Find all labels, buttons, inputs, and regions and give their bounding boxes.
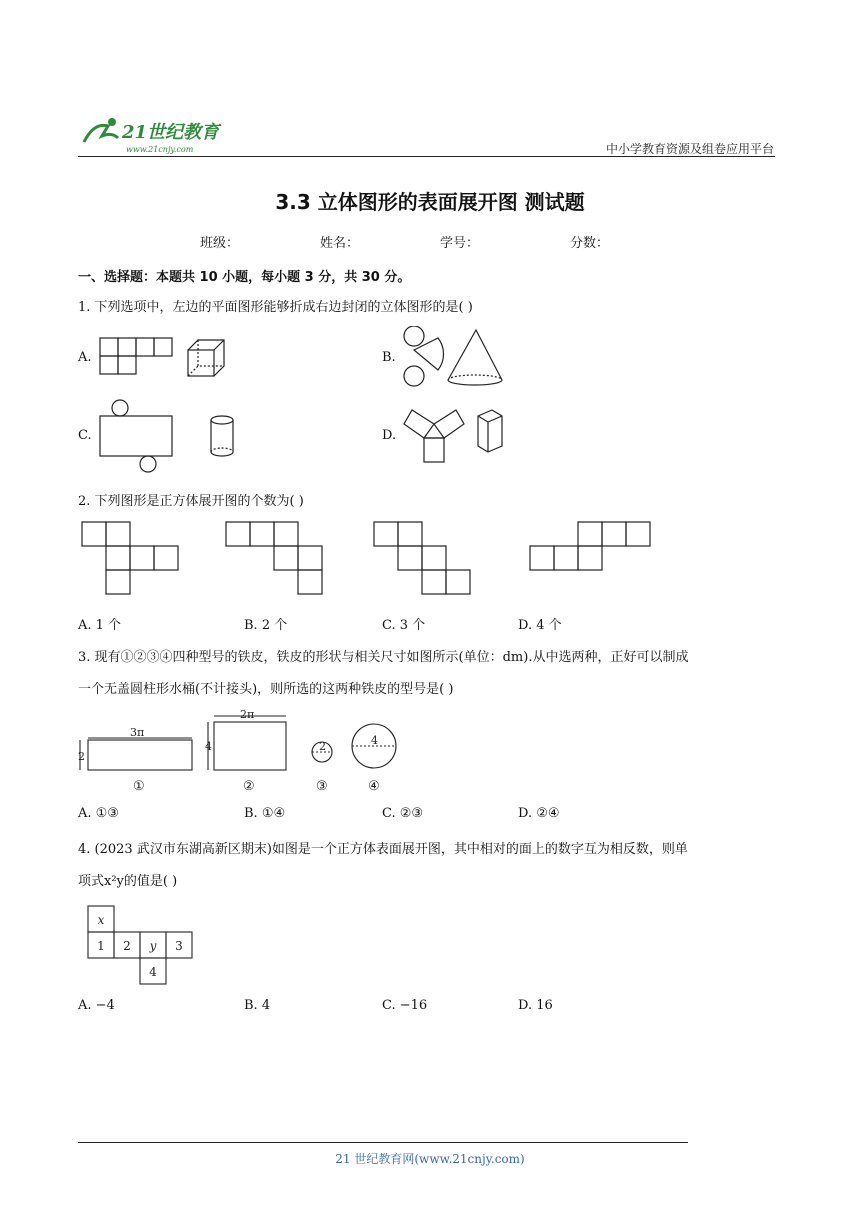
q4-cell-1: 1 xyxy=(97,939,105,953)
q3-figure xyxy=(78,706,408,796)
q1-option-a[interactable]: A. xyxy=(78,350,92,365)
q2-option-b[interactable]: B. 2 个 xyxy=(244,618,288,633)
q2-option-d[interactable]: D. 4 个 xyxy=(518,618,562,633)
section-heading: 一、选择题：本题共 10 小题，每小题 3 分，共 30 分。 xyxy=(78,270,411,285)
q4-option-a[interactable]: A. −4 xyxy=(78,998,115,1013)
q3-line1: 3. 现有①②③④四种型号的铁皮，铁皮的形状与相关尺寸如图所示(单位：dm).从中选两种，正好可以制成 xyxy=(78,650,689,665)
q1-stem: 1. 下列选项中，左边的平面图形能够折成右边封闭的立体图形的是( ) xyxy=(78,300,473,315)
logo-url: www.21cnjy.com xyxy=(126,145,194,154)
q3-fig2-height: 4 xyxy=(205,740,212,753)
logo-text: 21世纪教育 xyxy=(122,122,220,143)
logo xyxy=(78,112,238,158)
id-label: 学号： xyxy=(440,236,480,251)
q4-option-d[interactable]: D. 16 xyxy=(518,998,553,1013)
q1-option-c[interactable]: C. xyxy=(78,428,92,443)
q2-option-a[interactable]: A. 1 个 xyxy=(78,618,122,633)
header-divider xyxy=(78,156,775,157)
q2-option-c[interactable]: C. 3 个 xyxy=(382,618,426,633)
q4-option-c[interactable]: C. −16 xyxy=(382,998,428,1013)
q4-line1: 4. (2023 武汉市东湖高新区期末)如图是一个正方体表面展开图，其中相对的面上的数字互为相反数，则单 xyxy=(78,842,688,857)
q3-option-d[interactable]: D. ②④ xyxy=(518,806,560,821)
q3-label-3: ③ xyxy=(316,779,328,794)
q3-option-a[interactable]: A. ①③ xyxy=(78,806,119,821)
footer-text[interactable]: 21 世纪教育网(www.21cnjy.com) xyxy=(335,1152,525,1166)
q3-fig2-width: 2π xyxy=(240,708,255,721)
q4-cell-2: 2 xyxy=(123,939,131,953)
q4-cell-3: 3 xyxy=(175,939,183,953)
q4-cell-y: y xyxy=(149,939,157,953)
q1-figures xyxy=(96,326,536,474)
score-label: 分数： xyxy=(570,236,610,251)
page-title: 3.3 立体图形的表面展开图 测试题 xyxy=(275,190,585,214)
q4-cell-4: 4 xyxy=(149,965,157,979)
q4-net xyxy=(86,904,196,988)
q3-fig1-height: 2 xyxy=(78,750,85,763)
footer-divider xyxy=(78,1142,688,1143)
q3-line2: 一个无盖圆柱形水桶(不计接头)，则所选的这两种铁皮的型号是( ) xyxy=(78,682,454,697)
q3-label-1: ① xyxy=(133,779,145,794)
q2-stem: 2. 下列图形是正方体展开图的个数为( ) xyxy=(78,494,304,509)
q4-line2: 项式x²y的值是( ) xyxy=(78,874,178,889)
q4-option-b[interactable]: B. 4 xyxy=(244,998,271,1013)
q3-option-c[interactable]: C. ②③ xyxy=(382,806,424,821)
q3-label-4: ④ xyxy=(368,779,380,794)
name-label: 姓名： xyxy=(320,236,360,251)
q3-label-2: ② xyxy=(243,779,255,794)
q3-fig4-diameter: 4 xyxy=(371,734,378,747)
q4-cell-x: x xyxy=(97,913,105,927)
q3-fig1-width: 3π xyxy=(130,726,145,739)
q3-fig3-diameter: 2 xyxy=(319,740,326,753)
platform-name: 中小学教育资源及组卷应用平台 xyxy=(605,142,774,156)
q2-figures xyxy=(80,520,660,600)
q1-option-d[interactable]: D. xyxy=(382,428,397,443)
q1-option-b[interactable]: B. xyxy=(382,350,396,365)
class-label: 班级： xyxy=(200,236,240,251)
q3-option-b[interactable]: B. ①④ xyxy=(244,806,286,821)
